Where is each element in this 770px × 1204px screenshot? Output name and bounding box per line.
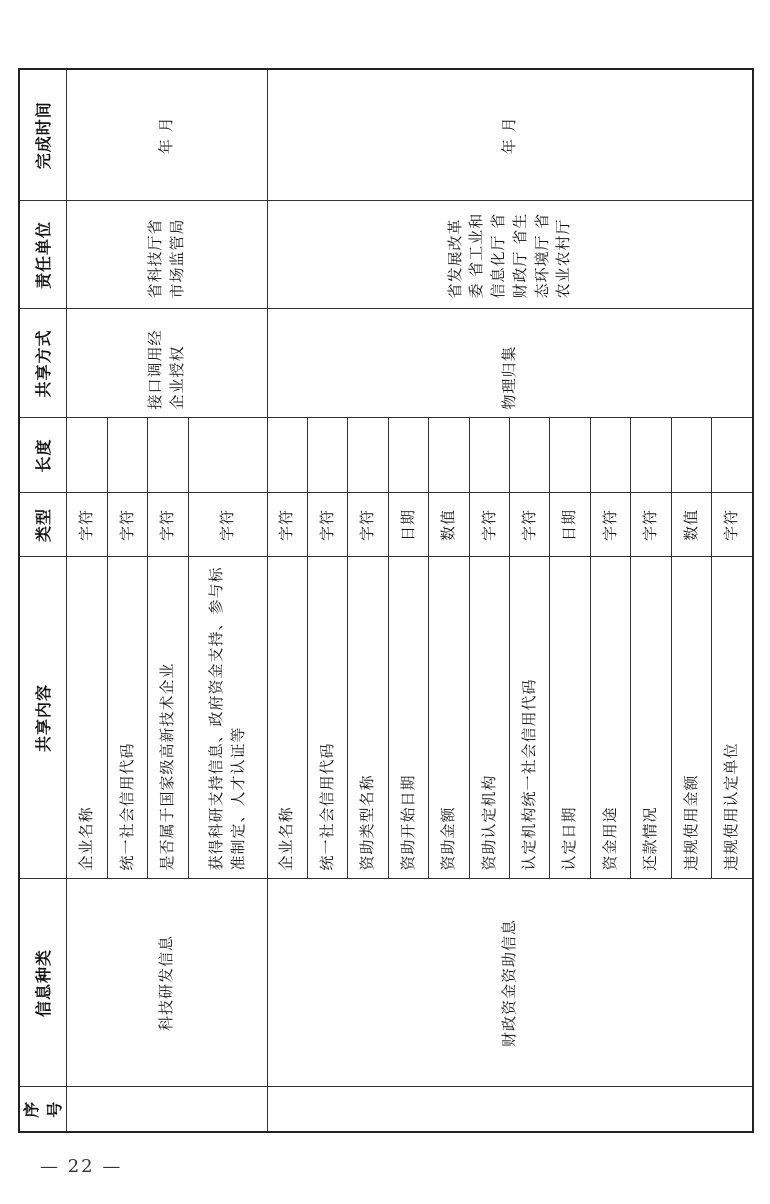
content-cell: 资助类型名称 <box>348 557 388 879</box>
time-cell: 年 月 <box>267 69 753 201</box>
type-cell: 字符 <box>469 493 509 557</box>
info-sharing-table <box>18 68 754 1133</box>
content-cell: 资金用途 <box>590 557 630 879</box>
type-cell: 字符 <box>67 493 107 557</box>
type-cell: 字符 <box>308 493 348 557</box>
header-type: 类型 <box>19 493 67 557</box>
length-cell <box>429 418 469 493</box>
content-cell: 统一社会信用代码 <box>107 557 147 879</box>
content-cell: 认定机构统一社会信用代码 <box>510 557 550 879</box>
table-row <box>67 69 107 1132</box>
length-cell <box>469 418 509 493</box>
length-cell <box>308 418 348 493</box>
length-cell <box>510 418 550 493</box>
unit-cell: 省科技厅省市场监管局 <box>67 201 267 309</box>
header-time: 完成时间 <box>19 69 67 201</box>
content-cell: 获得科研支持信息、政府资金支持、参与标准制定、人才认证等 <box>188 557 267 879</box>
seq-cell <box>67 1087 267 1132</box>
content-cell: 企业名称 <box>267 557 307 879</box>
page-number: — 22 — <box>40 1156 123 1177</box>
type-cell: 日期 <box>388 493 428 557</box>
header-method: 共享方式 <box>19 309 67 418</box>
type-cell: 字符 <box>510 493 550 557</box>
unit-cell: 省发展改革委 省工业和信息化厅 省财政厅 省生态环境厅 省农业农村厅 <box>267 201 753 309</box>
type-cell: 字符 <box>267 493 307 557</box>
length-cell <box>188 418 267 493</box>
content-cell: 认定日期 <box>550 557 590 879</box>
header-unit: 责任单位 <box>19 201 67 309</box>
header-seq: 序号 <box>19 1087 67 1132</box>
content-cell: 资助开始日期 <box>388 557 428 879</box>
content-cell: 违规使用金额 <box>671 557 711 879</box>
length-cell <box>67 418 107 493</box>
header-content: 共享内容 <box>19 557 67 879</box>
type-cell: 数值 <box>429 493 469 557</box>
type-cell: 字符 <box>348 493 388 557</box>
time-cell: 年 月 <box>67 69 267 201</box>
type-cell: 字符 <box>188 493 267 557</box>
length-cell <box>712 418 753 493</box>
length-cell <box>267 418 307 493</box>
category-cell: 财政资金资助信息 <box>267 879 753 1087</box>
content-cell: 资助认定机构 <box>469 557 509 879</box>
type-cell: 日期 <box>550 493 590 557</box>
length-cell <box>107 418 147 493</box>
table-row <box>267 69 307 1132</box>
type-cell: 字符 <box>712 493 753 557</box>
type-cell: 字符 <box>107 493 147 557</box>
type-cell: 字符 <box>590 493 630 557</box>
seq-cell <box>267 1087 753 1132</box>
length-cell <box>631 418 671 493</box>
type-cell: 字符 <box>148 493 188 557</box>
content-cell: 资助金额 <box>429 557 469 879</box>
table-header-row <box>19 69 67 1132</box>
length-cell <box>348 418 388 493</box>
content-cell: 统一社会信用代码 <box>308 557 348 879</box>
content-cell: 企业名称 <box>67 557 107 879</box>
length-cell <box>671 418 711 493</box>
content-cell: 违规使用认定单位 <box>712 557 753 879</box>
method-cell: 接口调用经企业授权 <box>67 309 267 418</box>
content-cell: 是否属于国家级高新技术企业 <box>148 557 188 879</box>
length-cell <box>388 418 428 493</box>
length-cell <box>590 418 630 493</box>
length-cell <box>148 418 188 493</box>
rotated-page <box>18 70 754 1133</box>
category-cell: 科技研发信息 <box>67 879 267 1087</box>
method-cell: 物理归集 <box>267 309 753 418</box>
header-length: 长度 <box>19 418 67 493</box>
header-category: 信息种类 <box>19 879 67 1087</box>
type-cell: 数值 <box>671 493 711 557</box>
content-cell: 还款情况 <box>631 557 671 879</box>
length-cell <box>550 418 590 493</box>
type-cell: 字符 <box>631 493 671 557</box>
